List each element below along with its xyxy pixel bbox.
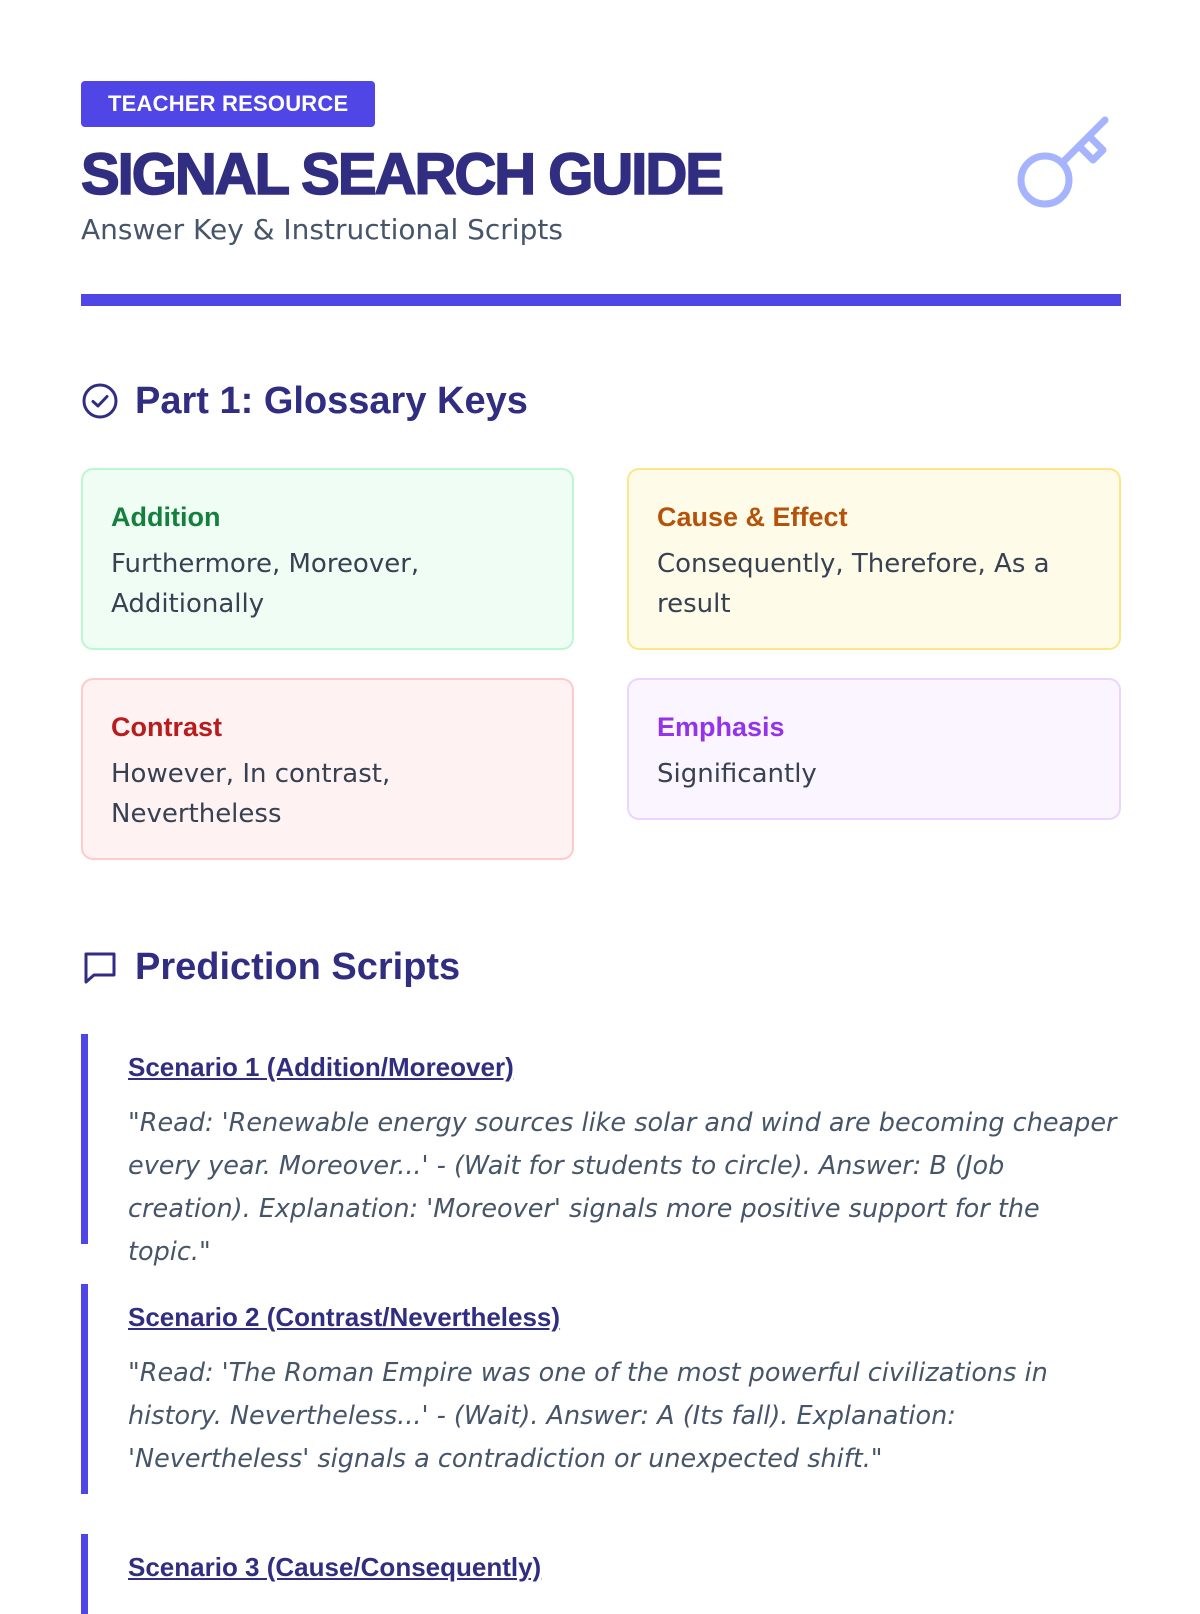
- header-divider: [81, 294, 1121, 306]
- page-subtitle: Answer Key & Instructional Scripts: [81, 213, 563, 246]
- glossary-card-cause-effect: [627, 468, 1121, 650]
- key-icon: [1015, 112, 1125, 216]
- card-term: Cause & Effect: [657, 502, 848, 532]
- scripts-heading: [81, 942, 460, 992]
- card-words: Consequently, Therefore, As a result: [657, 549, 1050, 619]
- teacher-resource-badge: TEACHER RESOURCE: [81, 81, 375, 127]
- scripts-heading-text: Prediction Scripts: [135, 945, 461, 988]
- card-words: Significantly: [657, 759, 817, 789]
- glossary-card-addition: [81, 468, 574, 650]
- scenario-title: Scenario 3 (Cause/Consequently): [128, 1552, 542, 1582]
- glossary-heading-text: Part 1: Glossary Keys: [135, 379, 528, 422]
- page-title: SIGNAL SEARCH GUIDE: [81, 142, 722, 207]
- card-words: However, In contrast, Nevertheless: [111, 759, 391, 829]
- check-circle-icon: [81, 382, 119, 420]
- card-term: Contrast: [111, 712, 223, 742]
- scenario-script: "Read: 'The Roman Empire was one of the most powerful civilizations in history. Nevertheless...' - (Wait). Answer: A (Its fall). Explanation: 'Nevertheless' signals a contradiction or unexpected shift.": [128, 1358, 1048, 1474]
- scenario-title: Scenario 2 (Contrast/Nevertheless): [128, 1302, 561, 1332]
- card-term: Addition: [111, 502, 221, 532]
- glossary-heading: [81, 376, 528, 426]
- scenario-3: [81, 1534, 1121, 1614]
- scenario-1: [81, 1034, 1121, 1267]
- card-term: Emphasis: [657, 712, 785, 742]
- card-words: Furthermore, Moreover, Additionally: [111, 549, 420, 619]
- speech-bubble-icon: [81, 948, 119, 986]
- scenario-title: Scenario 1 (Addition/Moreover): [128, 1052, 514, 1082]
- scenario-script: "Read: 'Renewable energy sources like solar and wind are becoming cheaper every year. Moreover...' - (Wait for students to circle). Answer: B (Job creation). Explanation: 'Moreover' signals more positive support for the topic.": [128, 1108, 1117, 1267]
- glossary-card-emphasis: [627, 678, 1121, 820]
- scenario-2: [81, 1284, 1121, 1494]
- glossary-card-contrast: [81, 678, 574, 860]
